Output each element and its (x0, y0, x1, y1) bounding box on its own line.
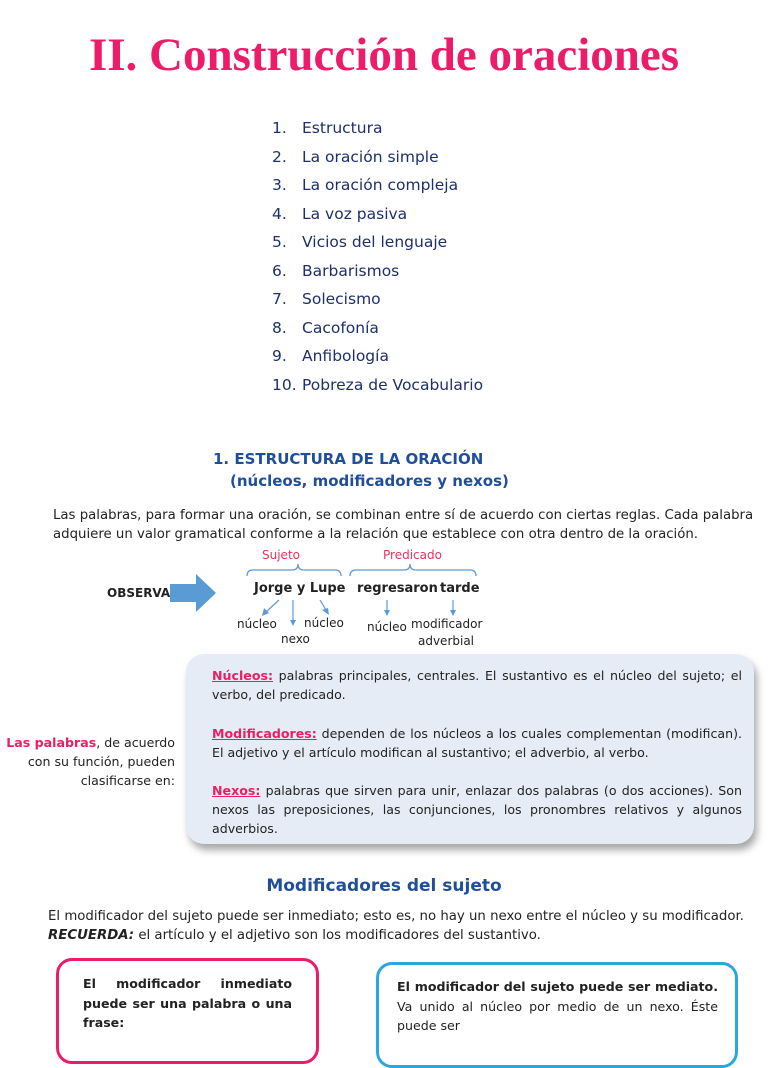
arrow-right-icon (170, 574, 216, 612)
toc-item: 3. La oración compleja (272, 176, 459, 194)
toc-item: 7. Solecismo (272, 290, 381, 308)
toc-item: 8. Cacofonía (272, 318, 379, 337)
nexo-label: nexo (281, 632, 310, 646)
toc-item: 1. Estructura (272, 119, 383, 137)
section-heading-subtitle: (núcleos, modificadores y nexos) (230, 472, 509, 490)
table-of-contents (272, 119, 483, 404)
sujeto-label: Sujeto (262, 548, 300, 562)
nucleo-pred-label: núcleo (367, 620, 407, 634)
intro-paragraph: Las palabras, para formar una oración, se combinan entre sí de acuerdo con ciertas reglas. Cada palabra adquiere un valor gramatical conforme a la relación que establece con otra dentro de la oración. (53, 508, 754, 542)
modificadores-paragraph: El modificador del sujeto puede ser inmediato; esto es, no hay un nexo entre el núcleo y su modificador. RECUERDA: el artículo y el adjetivo son los modificadores del sustantivo. (48, 909, 744, 943)
verb-word: regresaron (357, 581, 438, 596)
section-heading-title: 1. ESTRUCTURA DE LA ORACIÓN (213, 450, 484, 468)
section-heading (213, 448, 509, 492)
toc-item: 6. Barbarismos (272, 261, 400, 280)
card-mediato (376, 962, 738, 1068)
adverb-word: tarde (440, 581, 480, 596)
subject-words: Jorge y Lupe (254, 581, 346, 596)
card-mediato-text: El modificador del sujeto puede ser mediato. Va unido al núcleo por medio de un nexo. Éste puede ser (397, 979, 718, 1033)
nexos-definition: Nexos: palabras que sirven para unir, enlazar dos palabras (o dos acciones). Son nexos las preposiciones, las conjunciones, los pronombres relativos y algunos adverbios. (212, 783, 742, 836)
card-inmediato-text: El modificador inmediato puede ser una palabra o una frase: (83, 976, 292, 1030)
definitions-box (186, 654, 754, 844)
toc-item: 5. Vicios del lenguaje (272, 233, 448, 251)
modificador-adverbial-label: modificador adverbial (411, 617, 483, 648)
side-note: Las palabras, de acuerdo con su función, pueden clasificarse en: (6, 735, 175, 788)
toc-item: 9. Anfibología (272, 347, 389, 365)
nucleos-definition: Núcleos: palabras principales, centrales. El sustantivo es el núcleo del sujeto; el verbo, del predicado. (212, 668, 742, 702)
observa-label: OBSERVA (107, 586, 171, 600)
modificadores-definition: Modificadores: dependen de los núcleos a los cuales complementan (modifican). El adjetivo y el artículo modifican al sustantivo; el adverbio, al verbo. (212, 726, 742, 760)
toc-item: 2. La oración simple (272, 147, 439, 166)
nucleo-left-label: núcleo (237, 617, 277, 631)
page-title: II. Construcción de oraciones (88, 29, 680, 81)
toc-item: 10. Pobreza de Vocabulario (272, 375, 484, 394)
modificadores-title: Modificadores del sujeto (266, 876, 502, 896)
card-inmediato (56, 958, 319, 1064)
predicado-label: Predicado (383, 548, 442, 562)
nucleo-right-label: núcleo (304, 616, 344, 630)
toc-item: 4. La voz pasiva (272, 204, 408, 223)
